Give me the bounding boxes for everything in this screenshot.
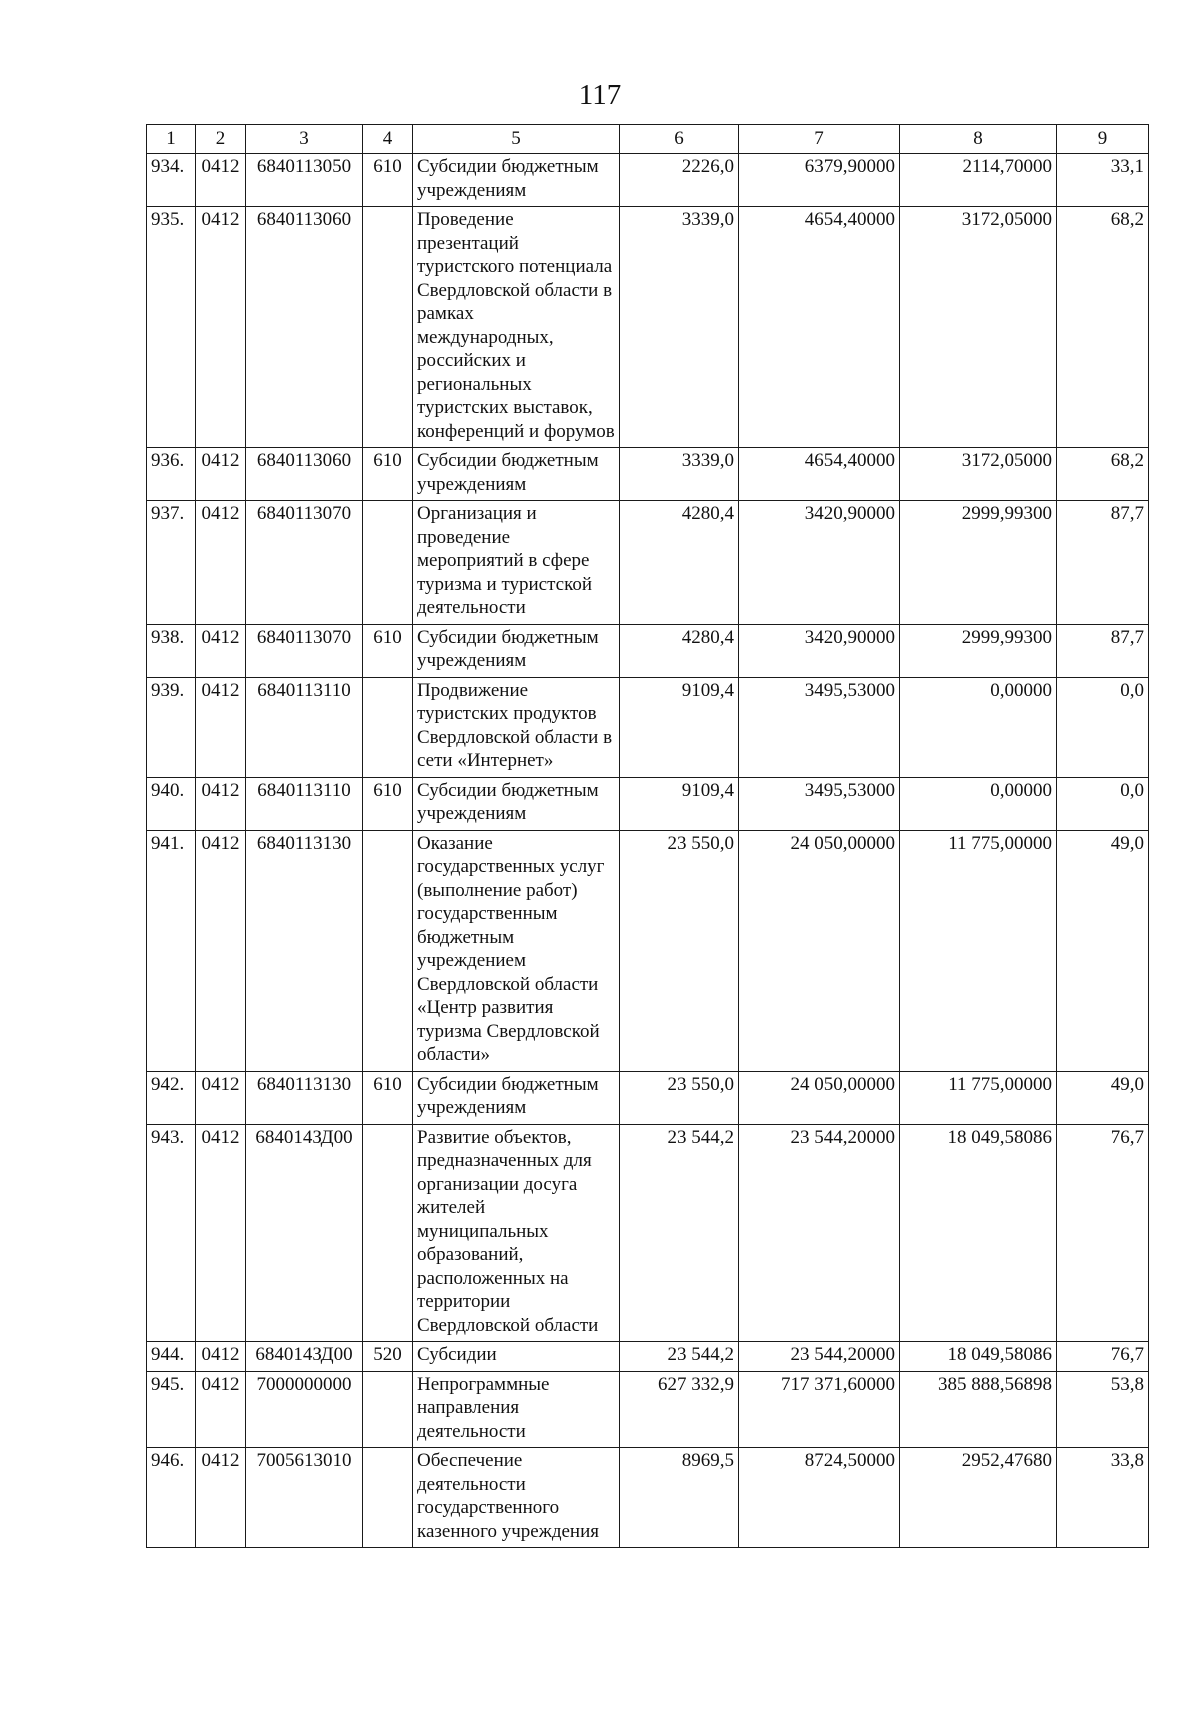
value-col-8: 2114,70000 <box>900 154 1057 207</box>
row-number: 945. <box>147 1371 196 1448</box>
value-col-7: 3495,53000 <box>739 677 900 777</box>
table-row <box>147 1342 1149 1372</box>
value-col-7: 24 050,00000 <box>739 1071 900 1124</box>
target-article-code: 6840113070 <box>246 624 363 677</box>
item-name: Субсидии бюджетным учреждениям <box>413 624 620 677</box>
target-article-code: 6840113110 <box>246 677 363 777</box>
row-number: 938. <box>147 624 196 677</box>
value-col-9: 33,8 <box>1057 1448 1149 1548</box>
value-col-9: 76,7 <box>1057 1342 1149 1372</box>
section-code: 0412 <box>196 624 246 677</box>
target-article-code: 6840113060 <box>246 448 363 501</box>
column-header: 3 <box>246 125 363 154</box>
target-article-code: 6840113050 <box>246 154 363 207</box>
value-col-8: 0,00000 <box>900 777 1057 830</box>
table-row <box>147 1371 1149 1448</box>
value-col-8: 2999,99300 <box>900 624 1057 677</box>
value-col-6: 3339,0 <box>620 448 739 501</box>
value-col-8: 2952,47680 <box>900 1448 1057 1548</box>
row-number: 935. <box>147 207 196 448</box>
value-col-7: 3420,90000 <box>739 501 900 625</box>
item-name: Непрограммные направления деятельности <box>413 1371 620 1448</box>
value-col-6: 23 544,2 <box>620 1342 739 1372</box>
item-name: Субсидии бюджетным учреждениям <box>413 448 620 501</box>
row-number: 944. <box>147 1342 196 1372</box>
section-code: 0412 <box>196 1342 246 1372</box>
expense-type-code: 610 <box>363 448 413 501</box>
section-code: 0412 <box>196 207 246 448</box>
expense-type-code: 520 <box>363 1342 413 1372</box>
section-code: 0412 <box>196 448 246 501</box>
value-col-8: 18 049,58086 <box>900 1124 1057 1342</box>
value-col-6: 4280,4 <box>620 624 739 677</box>
table-row <box>147 677 1149 777</box>
item-name: Организация и проведение мероприятий в сфере туризма и туристской деятельности <box>413 501 620 625</box>
value-col-7: 6379,90000 <box>739 154 900 207</box>
column-header: 4 <box>363 125 413 154</box>
row-number: 936. <box>147 448 196 501</box>
value-col-8: 0,00000 <box>900 677 1057 777</box>
value-col-8: 11 775,00000 <box>900 1071 1057 1124</box>
section-code: 0412 <box>196 1071 246 1124</box>
table-row <box>147 1448 1149 1548</box>
table-row <box>147 207 1149 448</box>
value-col-7: 23 544,20000 <box>739 1124 900 1342</box>
value-col-8: 3172,05000 <box>900 207 1057 448</box>
value-col-9: 0,0 <box>1057 777 1149 830</box>
item-name: Субсидии бюджетным учреждениям <box>413 154 620 207</box>
value-col-6: 23 544,2 <box>620 1124 739 1342</box>
row-number: 940. <box>147 777 196 830</box>
section-code: 0412 <box>196 1124 246 1342</box>
value-col-7: 8724,50000 <box>739 1448 900 1548</box>
target-article-code: 6840113070 <box>246 501 363 625</box>
column-header: 2 <box>196 125 246 154</box>
column-header: 5 <box>413 125 620 154</box>
item-name: Обеспечение деятельности государственного казенного учреждения <box>413 1448 620 1548</box>
table-row <box>147 501 1149 625</box>
value-col-6: 8969,5 <box>620 1448 739 1548</box>
expense-type-code: 610 <box>363 1071 413 1124</box>
value-col-9: 68,2 <box>1057 207 1149 448</box>
section-code: 0412 <box>196 677 246 777</box>
expense-type-code: 610 <box>363 624 413 677</box>
table-row <box>147 624 1149 677</box>
value-col-6: 2226,0 <box>620 154 739 207</box>
section-code: 0412 <box>196 501 246 625</box>
expense-type-code: 610 <box>363 777 413 830</box>
value-col-9: 49,0 <box>1057 830 1149 1071</box>
section-code: 0412 <box>196 830 246 1071</box>
target-article-code: 7005613010 <box>246 1448 363 1548</box>
value-col-6: 9109,4 <box>620 777 739 830</box>
value-col-7: 4654,40000 <box>739 207 900 448</box>
section-code: 0412 <box>196 777 246 830</box>
column-header: 7 <box>739 125 900 154</box>
value-col-9: 68,2 <box>1057 448 1149 501</box>
expense-type-code: 610 <box>363 154 413 207</box>
section-code: 0412 <box>196 154 246 207</box>
table-row <box>147 154 1149 207</box>
section-code: 0412 <box>196 1371 246 1448</box>
value-col-8: 11 775,00000 <box>900 830 1057 1071</box>
row-number: 941. <box>147 830 196 1071</box>
value-col-7: 24 050,00000 <box>739 830 900 1071</box>
item-name: Проведение презентаций туристского потенциала Свердловской области в рамках международных, российских и региональных туристских выставок, конференций и форумов <box>413 207 620 448</box>
table-row <box>147 448 1149 501</box>
table-row <box>147 830 1149 1071</box>
value-col-7: 23 544,20000 <box>739 1342 900 1372</box>
value-col-6: 627 332,9 <box>620 1371 739 1448</box>
section-code: 0412 <box>196 1448 246 1548</box>
table-row <box>147 777 1149 830</box>
row-number: 939. <box>147 677 196 777</box>
table-row <box>147 1071 1149 1124</box>
target-article-code: 684014ЗД00 <box>246 1124 363 1342</box>
value-col-8: 18 049,58086 <box>900 1342 1057 1372</box>
value-col-9: 76,7 <box>1057 1124 1149 1342</box>
column-header: 8 <box>900 125 1057 154</box>
item-name: Субсидии бюджетным учреждениям <box>413 777 620 830</box>
row-number: 942. <box>147 1071 196 1124</box>
expense-type-code <box>363 1124 413 1342</box>
target-article-code: 6840113110 <box>246 777 363 830</box>
table-row <box>147 1124 1149 1342</box>
header-row <box>147 125 1149 154</box>
target-article-code: 684014ЗД00 <box>246 1342 363 1372</box>
row-number: 946. <box>147 1448 196 1548</box>
value-col-7: 717 371,60000 <box>739 1371 900 1448</box>
item-name: Субсидии <box>413 1342 620 1372</box>
value-col-6: 9109,4 <box>620 677 739 777</box>
item-name: Продвижение туристских продуктов Свердловской области в сети «Интернет» <box>413 677 620 777</box>
expense-type-code <box>363 501 413 625</box>
item-name: Субсидии бюджетным учреждениям <box>413 1071 620 1124</box>
item-name: Развитие объектов, предназначенных для организации досуга жителей муниципальных образований, расположенных на территории Свердловской области <box>413 1124 620 1342</box>
expense-type-code <box>363 207 413 448</box>
value-col-8: 3172,05000 <box>900 448 1057 501</box>
column-header: 6 <box>620 125 739 154</box>
value-col-9: 33,1 <box>1057 154 1149 207</box>
budget-table <box>146 124 1149 1548</box>
expense-type-code <box>363 1371 413 1448</box>
page-number: 117 <box>578 79 622 111</box>
target-article-code: 6840113060 <box>246 207 363 448</box>
value-col-9: 87,7 <box>1057 501 1149 625</box>
item-name: Оказание государственных услуг (выполнение работ) государственным бюджетным учреждением Свердловской области «Центр развития туризма Свердловской области» <box>413 830 620 1071</box>
value-col-6: 23 550,0 <box>620 830 739 1071</box>
column-header: 1 <box>147 125 196 154</box>
value-col-6: 4280,4 <box>620 501 739 625</box>
value-col-6: 3339,0 <box>620 207 739 448</box>
expense-type-code <box>363 677 413 777</box>
row-number: 937. <box>147 501 196 625</box>
column-header: 9 <box>1057 125 1149 154</box>
value-col-9: 53,8 <box>1057 1371 1149 1448</box>
expense-type-code <box>363 1448 413 1548</box>
value-col-7: 3495,53000 <box>739 777 900 830</box>
value-col-8: 2999,99300 <box>900 501 1057 625</box>
row-number: 943. <box>147 1124 196 1342</box>
expense-type-code <box>363 830 413 1071</box>
row-number: 934. <box>147 154 196 207</box>
value-col-9: 0,0 <box>1057 677 1149 777</box>
table-body <box>147 154 1149 1548</box>
target-article-code: 7000000000 <box>246 1371 363 1448</box>
value-col-9: 87,7 <box>1057 624 1149 677</box>
value-col-7: 3420,90000 <box>739 624 900 677</box>
value-col-7: 4654,40000 <box>739 448 900 501</box>
target-article-code: 6840113130 <box>246 830 363 1071</box>
value-col-8: 385 888,56898 <box>900 1371 1057 1448</box>
value-col-6: 23 550,0 <box>620 1071 739 1124</box>
value-col-9: 49,0 <box>1057 1071 1149 1124</box>
target-article-code: 6840113130 <box>246 1071 363 1124</box>
